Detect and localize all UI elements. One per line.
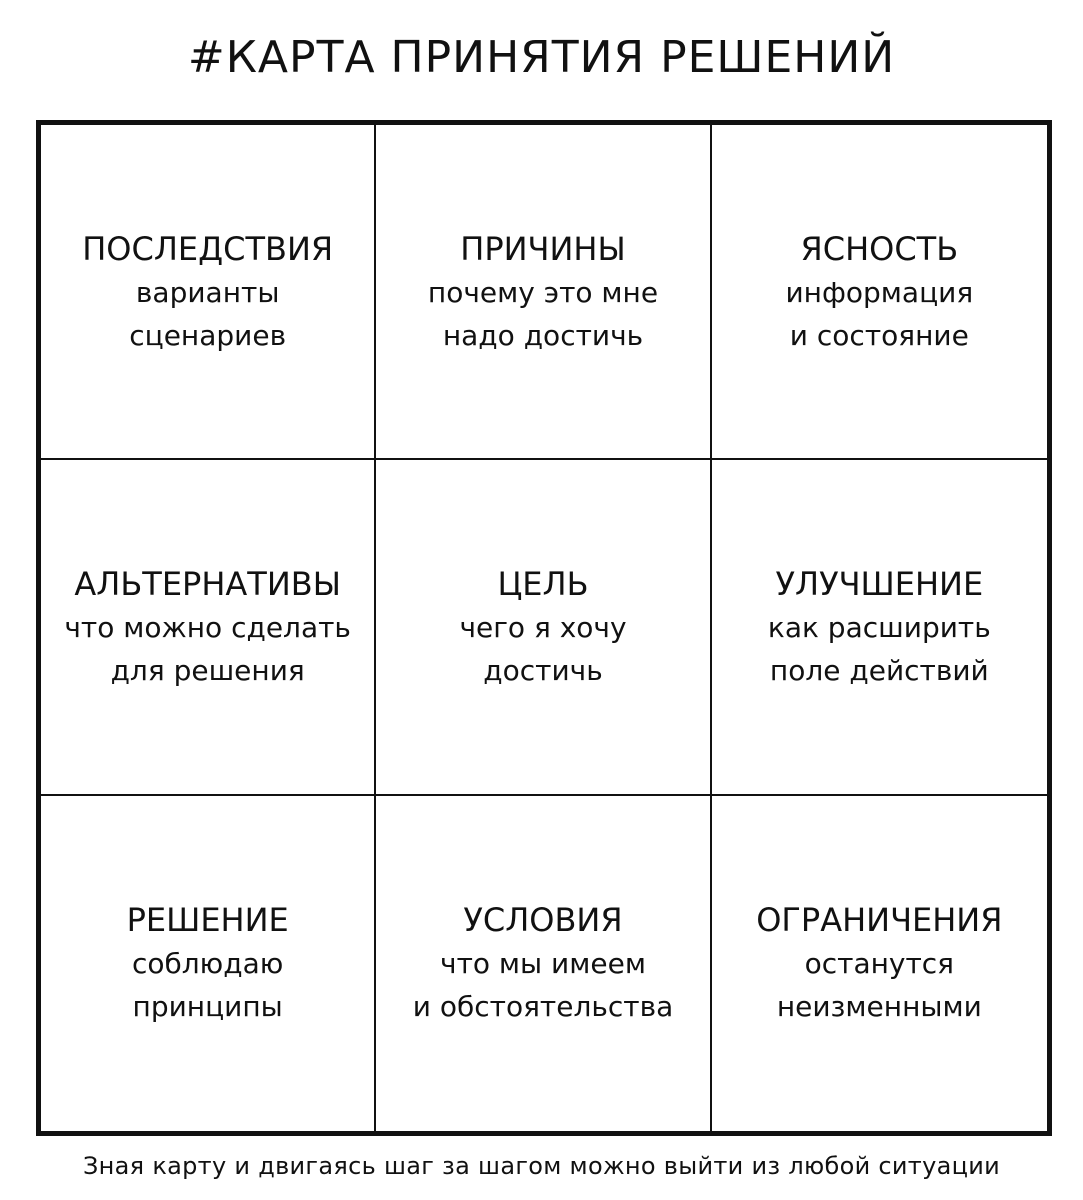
cell-description-line: чего я хочу	[459, 610, 627, 644]
cell-description-line: что мы имеем	[440, 947, 646, 981]
cell-description-line: для решения	[110, 653, 305, 687]
cell-description-line: поле действий	[769, 653, 989, 687]
cell-heading: УЛУЧШЕНИЕ	[775, 564, 984, 603]
cell-description-line: как расширить	[767, 610, 991, 644]
cell-heading: АЛЬТЕРНАТИВЫ	[74, 564, 341, 603]
cell-conditions	[376, 796, 711, 1131]
cell-heading: ЯСНОСТЬ	[800, 229, 959, 268]
page-title: #КАРТА ПРИНЯТИЯ РЕШЕНИЙ	[187, 32, 896, 83]
cell-clarity	[712, 125, 1047, 460]
decision-map-grid	[36, 120, 1052, 1136]
cell-heading: РЕШЕНИЕ	[126, 901, 289, 940]
cell-description-line: почему это мне	[427, 275, 659, 309]
cell-improvement	[712, 460, 1047, 795]
cell-goal	[376, 460, 711, 795]
cell-description-line: что можно сделать	[64, 610, 351, 644]
cell-description-line: информация	[785, 275, 974, 309]
cell-limitations	[712, 796, 1047, 1131]
cell-heading: ПОСЛЕДСТВИЯ	[82, 229, 334, 268]
cell-description-line: останутся	[804, 947, 955, 981]
footer-caption: Зная карту и двигаясь шаг за шагом можно выйти из любой ситуации	[82, 1152, 1001, 1180]
cell-description-line: соблюдаю	[131, 947, 284, 981]
cell-heading: ЦЕЛЬ	[497, 564, 589, 603]
cell-description-line: и состояние	[789, 318, 969, 352]
cell-description-line: варианты	[135, 275, 280, 309]
cell-description-line: неизменными	[776, 990, 982, 1024]
cell-heading: ОГРАНИЧЕНИЯ	[756, 901, 1003, 940]
cell-consequences	[41, 125, 376, 460]
cell-decision	[41, 796, 376, 1131]
cell-heading: УСЛОВИЯ	[463, 901, 623, 940]
cell-description-line: надо достичь	[442, 318, 644, 352]
cell-description-line: принципы	[132, 990, 283, 1024]
cell-description-line: сценариев	[129, 318, 287, 352]
cell-heading: ПРИЧИНЫ	[460, 229, 626, 268]
cell-reasons	[376, 125, 711, 460]
cell-description-line: достичь	[483, 653, 603, 687]
cell-description-line: и обстоятельства	[412, 990, 674, 1024]
cell-alternatives	[41, 460, 376, 795]
